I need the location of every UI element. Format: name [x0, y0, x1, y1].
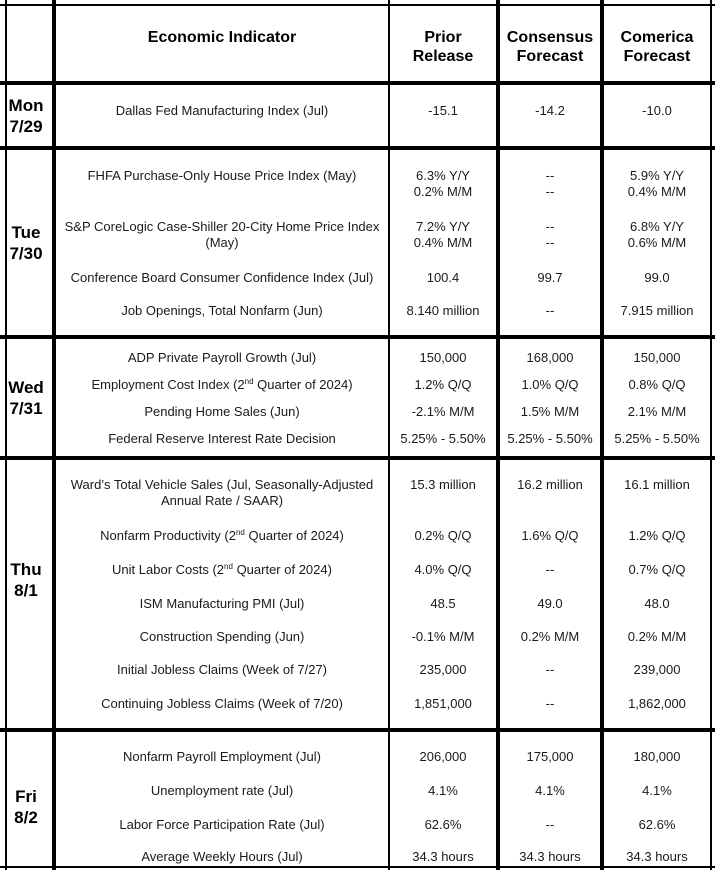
- consensus-forecast-value: -14.2: [535, 103, 565, 118]
- grid-line: [0, 456, 715, 460]
- indicator-label: Construction Spending (Jun): [139, 629, 305, 644]
- indicator-text-pre: Employment Cost Index (2: [91, 377, 245, 392]
- consensus-forecast-value: 99.7: [537, 270, 563, 285]
- prior-release-value: 34.3 hours: [412, 849, 474, 864]
- indicator-label: [56, 477, 388, 508]
- prior-release-value: 206,000: [419, 749, 467, 764]
- grid-line: [0, 728, 715, 732]
- value-line: 0.4% M/M: [413, 234, 473, 250]
- prior-release-value: 8.140 million: [406, 303, 480, 318]
- comerica-forecast-value: 34.3 hours: [626, 849, 688, 864]
- day-name: Wed: [8, 377, 44, 397]
- prior-release-value: 15.3 million: [410, 477, 476, 492]
- indicator-line: Ward’s Total Vehicle Sales (Jul, Seasonally-Adjusted: [70, 477, 374, 492]
- comerica-forecast-value: [604, 219, 710, 250]
- consensus-forecast-value: --: [545, 696, 555, 711]
- header-consensus-line2: Forecast: [516, 48, 584, 65]
- consensus-forecast-value: 34.3 hours: [519, 849, 581, 864]
- indicator-label: Nonfarm Payroll Employment (Jul): [123, 749, 321, 764]
- prior-release-value: 1,851,000: [414, 696, 472, 711]
- comerica-forecast-value: -10.0: [642, 103, 672, 118]
- indicator-text-pre: Unit Labor Costs (2: [112, 562, 225, 577]
- indicator-label: [56, 377, 388, 393]
- indicator-line: (May): [205, 234, 239, 250]
- day-name: Fri: [15, 787, 37, 806]
- comerica-forecast-value: 180,000: [633, 749, 681, 764]
- indicator-label: Initial Jobless Claims (Week of 7/27): [116, 662, 327, 677]
- grid-line: [0, 81, 715, 85]
- prior-release-value: 48.5: [430, 596, 456, 611]
- prior-release-value: -15.1: [428, 103, 458, 118]
- value-line: 6.8% Y/Y: [630, 219, 684, 234]
- indicator-label: Pending Home Sales (Jun): [144, 404, 300, 419]
- header-economic-indicator: [56, 6, 388, 81]
- comerica-forecast-value: 1.2% Q/Q: [628, 528, 686, 543]
- grid-line: [710, 0, 712, 870]
- consensus-forecast-value: 175,000: [526, 749, 574, 764]
- indicator-label: Unemployment rate (Jul): [150, 783, 294, 798]
- indicator-label: [56, 562, 388, 578]
- header-indicator-label: Economic Indicator: [147, 29, 297, 46]
- prior-release-value: 62.6%: [424, 817, 462, 832]
- comerica-forecast-value: 7.915 million: [620, 303, 694, 318]
- value-line: --: [545, 183, 555, 199]
- indicator-label: FHFA Purchase-Only House Price Index (May): [87, 168, 357, 183]
- comerica-forecast-value: 16.1 million: [624, 477, 690, 492]
- day-date: 7/31: [9, 398, 43, 418]
- grid-line: [0, 146, 715, 150]
- consensus-forecast-value: 168,000: [526, 350, 574, 365]
- ordinal-suffix: nd: [244, 377, 254, 386]
- prior-release-value: 150,000: [419, 350, 467, 365]
- day-label-thu: [0, 460, 52, 700]
- consensus-forecast-value: --: [545, 662, 555, 677]
- indicator-line: S&P CoreLogic Case-Shiller 20-City Home Price Index: [64, 219, 380, 234]
- value-line: 6.3% Y/Y: [416, 168, 470, 183]
- prior-release-value: 235,000: [419, 662, 467, 677]
- indicator-label: Federal Reserve Interest Rate Decision: [108, 431, 336, 446]
- comerica-forecast-value: 48.0: [644, 596, 670, 611]
- comerica-forecast-value: 0.7% Q/Q: [628, 562, 686, 577]
- consensus-forecast-value: [500, 219, 600, 250]
- indicator-text-post: Quarter of 2024): [244, 528, 344, 543]
- day-name: Thu: [10, 560, 42, 579]
- day-name: Tue: [11, 222, 41, 242]
- day-date: 7/29: [9, 116, 43, 136]
- comerica-forecast-value: 62.6%: [638, 817, 676, 832]
- consensus-forecast-value: 1.0% Q/Q: [521, 377, 579, 392]
- value-line: 0.4% M/M: [627, 183, 687, 199]
- consensus-forecast-value: [500, 168, 600, 199]
- indicator-label: [56, 528, 388, 544]
- prior-release-value: 1.2% Q/Q: [414, 377, 472, 392]
- prior-release-value: 100.4: [426, 270, 460, 285]
- value-line: 0.2% M/M: [413, 183, 473, 199]
- header-comerica-line2: Forecast: [623, 48, 691, 65]
- prior-release-value: 5.25% - 5.50%: [400, 431, 486, 446]
- consensus-forecast-value: --: [545, 817, 555, 832]
- header-prior-line1: Prior: [424, 29, 462, 46]
- indicator-label: [56, 219, 388, 250]
- indicator-label: Job Openings, Total Nonfarm (Jun): [121, 303, 323, 318]
- consensus-forecast-value: 1.6% Q/Q: [521, 528, 579, 543]
- value-line: 5.9% Y/Y: [630, 168, 684, 183]
- prior-release-value: 4.1%: [428, 783, 458, 798]
- comerica-forecast-value: 0.8% Q/Q: [628, 377, 686, 392]
- prior-release-value: [390, 219, 496, 250]
- consensus-forecast-value: 5.25% - 5.50%: [507, 431, 593, 446]
- comerica-forecast-value: [604, 168, 710, 199]
- value-line: 7.2% Y/Y: [416, 219, 470, 234]
- prior-release-value: -0.1% M/M: [411, 629, 475, 644]
- prior-release-value: 0.2% Q/Q: [414, 528, 472, 543]
- comerica-forecast-value: 1,862,000: [628, 696, 686, 711]
- header-consensus-line1: Consensus: [506, 29, 594, 46]
- header-consensus-forecast: [500, 6, 600, 81]
- grid-line: [0, 866, 715, 868]
- consensus-forecast-value: 49.0: [537, 596, 563, 611]
- day-label-mon: [0, 85, 52, 146]
- comerica-forecast-value: 0.2% M/M: [627, 629, 687, 644]
- indicator-label: Continuing Jobless Claims (Week of 7/20): [101, 696, 343, 711]
- consensus-forecast-value: --: [545, 303, 555, 318]
- indicator-text-post: Quarter of 2024): [253, 377, 353, 392]
- indicator-label: ADP Private Payroll Growth (Jul): [127, 350, 317, 365]
- indicator-text-post: Quarter of 2024): [232, 562, 332, 577]
- indicator-text-pre: Nonfarm Productivity (2: [100, 528, 236, 543]
- indicator-label: Dallas Fed Manufacturing Index (Jul): [115, 103, 329, 118]
- value-line: --: [545, 234, 555, 250]
- consensus-forecast-value: 16.2 million: [517, 477, 583, 492]
- indicator-label: Conference Board Consumer Confidence Index (Jul): [70, 270, 374, 285]
- consensus-forecast-value: --: [545, 562, 555, 577]
- indicator-line: Annual Rate / SAAR): [160, 492, 284, 508]
- indicator-label: ISM Manufacturing PMI (Jul): [139, 596, 305, 611]
- day-date: 8/1: [14, 581, 38, 600]
- consensus-forecast-value: 4.1%: [535, 783, 565, 798]
- day-label-fri: [0, 732, 52, 882]
- prior-release-value: 4.0% Q/Q: [414, 562, 472, 577]
- indicator-label: Labor Force Participation Rate (Jul): [119, 817, 325, 832]
- day-name: Mon: [8, 95, 44, 115]
- value-line: --: [545, 219, 555, 234]
- consensus-forecast-value: 1.5% M/M: [520, 404, 580, 419]
- header-comerica-forecast: [604, 6, 710, 81]
- comerica-forecast-value: 4.1%: [642, 783, 672, 798]
- header-prior-line2: Release: [412, 48, 474, 65]
- consensus-forecast-value: 0.2% M/M: [520, 629, 580, 644]
- value-line: 0.6% M/M: [627, 234, 687, 250]
- ordinal-suffix: nd: [224, 562, 233, 571]
- prior-release-value: -2.1% M/M: [411, 404, 475, 419]
- grid-line: [0, 335, 715, 339]
- day-date: 7/30: [9, 243, 43, 263]
- comerica-forecast-value: 150,000: [633, 350, 681, 365]
- comerica-forecast-value: 239,000: [633, 662, 681, 677]
- header-comerica-line1: Comerica: [620, 29, 694, 46]
- value-line: --: [545, 168, 555, 183]
- comerica-forecast-value: 99.0: [644, 270, 670, 285]
- day-label-tue: [0, 150, 52, 335]
- comerica-forecast-value: 2.1% M/M: [627, 404, 687, 419]
- day-date: 8/2: [14, 808, 38, 827]
- day-label-wed: [0, 339, 52, 456]
- comerica-forecast-value: 5.25% - 5.50%: [614, 431, 700, 446]
- indicator-label: Average Weekly Hours (Jul): [141, 849, 303, 864]
- prior-release-value: [390, 168, 496, 199]
- ordinal-suffix: nd: [235, 528, 245, 537]
- header-prior-release: [390, 6, 496, 81]
